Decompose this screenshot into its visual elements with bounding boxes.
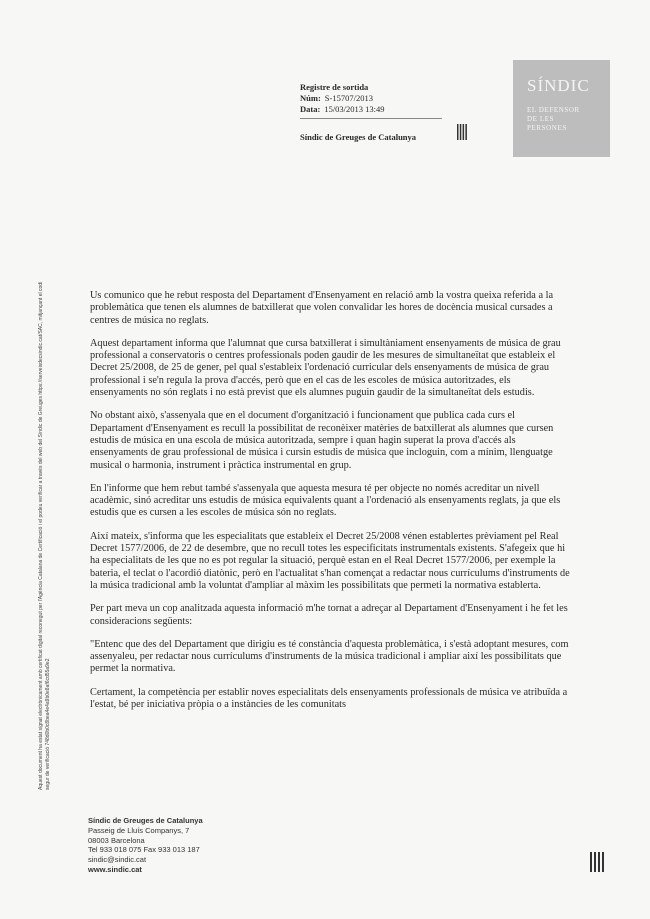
verification-margin-note: Aquest document ha estat signat electrònicament amb certificat digital reconegut per l'Agència Catalana de Certificació i el podeu verificar a través del web del Síndic de Greuges https://serveisdecsindic.cat/SAC, mitjançant el codi segur de verificació 748d0b0c8bea4e4a9b0e8af6cd55a9e2 [38,281,51,790]
footer-website: www.sindic.cat [88,864,142,874]
logo-name: SÍNDIC [527,76,590,95]
body-paragraph: No obstant això, s'assenyala que en el document d'organització i funcionament que publica cada curs el Departament d'Ensenyament es recull la possibilitat de reconèixer matèries de batxillerat als alumnes que cursen estudis de música en una escola de música autoritzada, sempre i quan hagin superat la prova d'accés als ensenyaments de grau professional de música i cursin estudis de música que incloguin, com a mínim, llenguatge musical o harmonia, instrument i pràctica instrumental en grup. [90,410,554,471]
logo-subtitle-line-3: PERSONES [527,124,567,132]
registration-date-label: Data: [300,104,321,114]
registration-divider [300,118,442,119]
body-paragraph: "Entenc que des del Departament que dirigiu es té constància d'aquesta problemàtica, i s'està adoptant mesures, com assenyaleu, per redactar nous currículums d'instruments de la música tradicional i ampliar així les possibilitats que permet la normativa. [90,638,569,675]
footer-email: sindic@sindic.cat [88,855,147,865]
logo-subtitle [527,106,580,133]
catalonia-emblem-footer-icon [590,852,604,872]
letter-body [90,290,570,722]
body-paragraph: Així mateix, s'informa que les especialitats que estableix el Decret 25/2008 vénen establertes prèviament pel Real Decret 1577/2006, de 22 de desembre, que no recull totes les especificitats instrumentals existents. S'afegeix que hi ha especialitats de les que no es pot regular la situació, perquè estan en el Real Decret 1577/2006, per exemple la bateria, el teclat o l'acordió diatònic, però en l'actualitat s'han començat a redactar nous currículums d'instruments de la música tradicional amb la voluntat d'ampliar al màxim les possibilitats que permeti la normativa establerta. [90,530,570,591]
footer-phone: Tel 933 018 075 Fax 933 013 187 [88,845,200,855]
footer-organization: Síndic de Greuges de Catalunya [88,816,203,825]
footer-address-line-1: Passeig de Lluís Companys, 7 [88,825,190,835]
catalonia-emblem-icon [457,124,467,140]
logo-subtitle-line-2: DE LES [527,115,555,123]
body-paragraph: Per part meva un cop analitzada aquesta informació m'he tornat a adreçar al Departament d'Ensenyament i he fet les consideracions següents: [90,603,568,627]
logo-subtitle-line-1: EL DEFENSOR [527,106,580,114]
footer-address-line-2: 08003 Barcelona [88,835,145,845]
body-paragraph: Us comunico que he rebut resposta del Departament d'Ensenyament en relació amb la vostra queixa referida a la problemàtica que tenen els alumnes de batxillerat que volen convalidar les hores de docència musical cursades a centres de música no reglats. [90,290,554,326]
registration-number-row [300,93,416,104]
letter-footer [88,816,203,875]
registration-number-value: S-15707/2013 [324,93,373,103]
registration-number-label: Núm: [300,93,321,103]
registration-date-value: 15/03/2013 13:49 [324,104,385,114]
body-paragraph: Certament, la competència per establir noves especialitats dels ensenyaments professionals de música ve atribuïda a l'estat, bé per iniciativa pròpia o a instàncies de les comunitats [90,686,568,711]
registration-organization: Síndic de Greuges de Catalunya [300,132,417,142]
registration-stamp [300,82,416,143]
registration-date-row [300,104,416,115]
body-paragraph: Aquest departament informa que l'alumnat que cursa batxillerat i simultàniament ensenyaments de música de grau professional a conservatoris o centres professionals poden gaudir de les mesures de simultaneïtat que estableix el Decret 25/2008, de 25 de gener, pel qual s'estableix l'ordenació curricular dels ensenyaments de música de grau professional i se'n regula la prova d'accés, però que en el cas de les escoles de música autoritzades, els ensenyaments no són reglats i no està previst que els alumnes puguin gaudir de la simultaneïtat dels estudis. [90,337,561,399]
body-paragraph: En l'informe que hem rebut també s'assenyala que aquesta mesura té per objecte no només acreditar un nivell acadèmic, sinó acreditar uns estudis de música equivalents quant a l'ordenació als ensenyaments reglats, ja que els estudis que es cursen a les escoles de música són no reglats. [90,482,561,519]
registration-title: Registre de sortida [300,82,369,92]
sindic-logo [513,60,610,157]
